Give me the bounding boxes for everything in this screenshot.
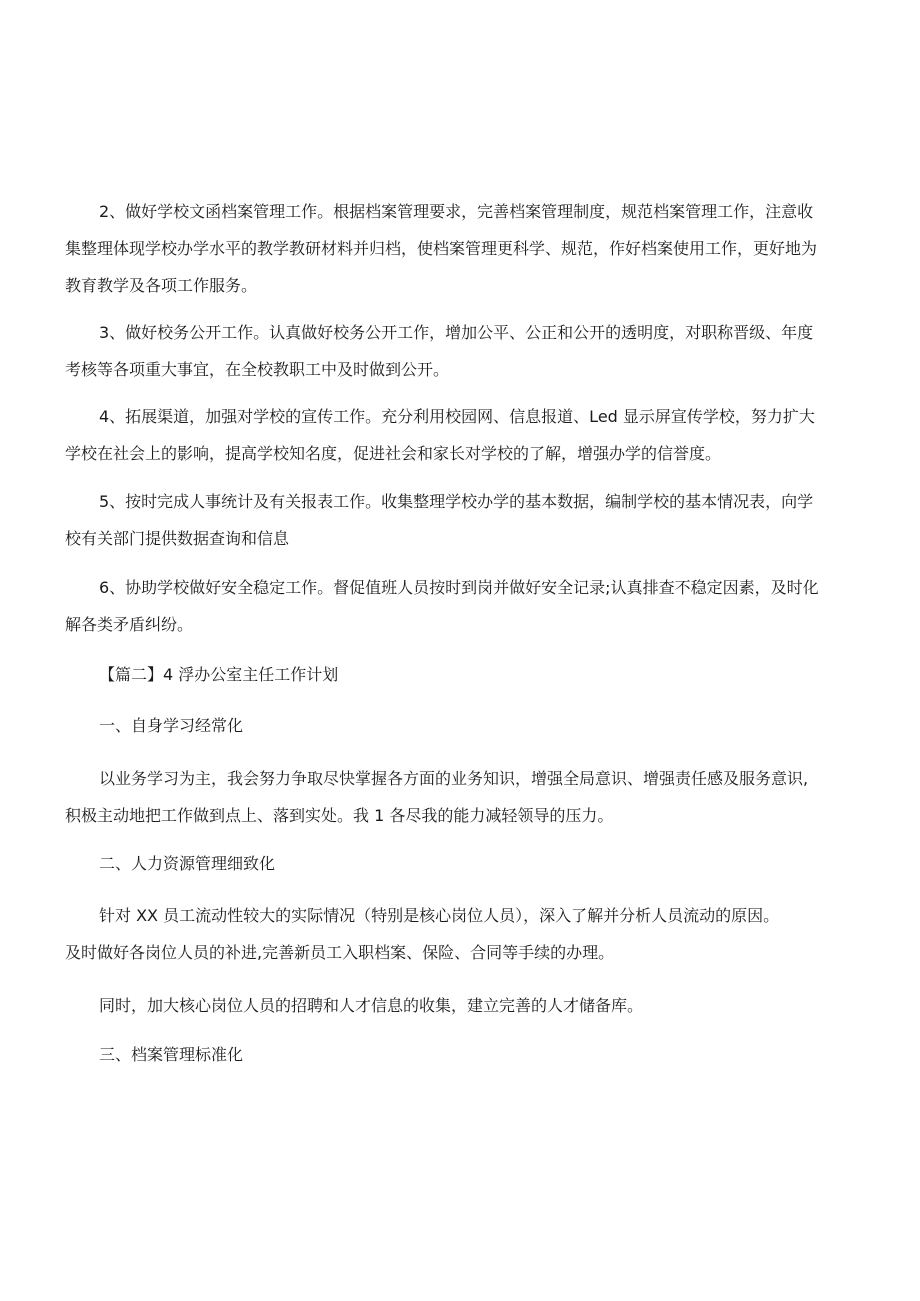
paragraph-line: 6、协助学校做好安全稳定工作。督促值班人员按时到岗并做好安全记录;认真排查不稳定因素，及时化 <box>99 578 819 597</box>
subheading-self-learning: 一、自身学习经常化 <box>99 716 244 735</box>
paragraph-line: 5、按时完成人事统计及有关报表工作。收集整理学校办学的基本数据，编制学校的基本情况表，向学 <box>99 492 814 511</box>
subheading-archive-standard: 三、档案管理标准化 <box>99 1045 244 1064</box>
paragraph-line: 解各类矛盾纠纷。 <box>65 615 194 634</box>
paragraph-line: 以业务学习为主，我会努力争取尽快掌握各方面的业务知识，增强全局意识、增强责任感及服务意识, <box>99 769 809 788</box>
paragraph-talent-pool <box>65 987 861 1024</box>
paragraph-line: 校有关部门提供数据查询和信息 <box>65 529 290 548</box>
paragraph-line: 3、做好校务公开工作。认真做好校务公开工作，增加公平、公正和公开的透明度，对职称晋级、年度 <box>99 323 814 342</box>
paragraph-staff-turnover <box>65 897 861 971</box>
paragraph-line: 集整理体现学校办学水平的教学教研材料并归档，使档案管理更科学、规范，作好档案使用工作，更好地为 <box>65 239 818 258</box>
paragraph-line: 考核等各项重大事宜，在全校教职工中及时做到公开。 <box>65 360 450 379</box>
paragraph-line: 2、做好学校文函档案管理工作。根据档案管理要求，完善档案管理制度，规范档案管理工作，注意收 <box>99 202 814 221</box>
paragraph-school-affairs <box>65 314 861 388</box>
paragraph-publicity <box>65 398 861 472</box>
paragraph-line: 4、拓展渠道，加强对学校的宣传工作。充分利用校园网、信息报道、Led 显示屏宣传学校，努力扩大 <box>99 407 815 426</box>
paragraph-line: 学校在社会上的影响，提高学校知名度，促进社会和家长对学校的了解，增强办学的信誉度。 <box>65 444 722 463</box>
paragraph-safety <box>65 569 861 643</box>
paragraph-line: 同时，加大核心岗位人员的招聘和人才信息的收集，建立完善的人才储备库。 <box>99 996 644 1015</box>
paragraph-line: 针对 XX 员工流动性较大的实际情况（特别是核心岗位人员），深入了解并分析人员流动的原因。 <box>99 906 780 925</box>
paragraph-line: 教育教学及各项工作服务。 <box>65 276 258 295</box>
paragraph-line: 积极主动地把工作做到点上、落到实处。我 1 各尽我的能力减轻领导的压力。 <box>65 806 614 825</box>
subheading-hr-management: 二、人力资源管理细致化 <box>99 854 276 873</box>
paragraph-line: 及时做好各岗位人员的补进,完善新员工入职档案、保险、合同等手续的办理。 <box>65 943 615 962</box>
paragraph-archive-management <box>65 193 861 304</box>
paragraph-statistics <box>65 483 861 557</box>
section-title: 【篇二】4 浮办公室主任工作计划 <box>99 665 339 684</box>
paragraph-business-learning <box>65 760 861 834</box>
